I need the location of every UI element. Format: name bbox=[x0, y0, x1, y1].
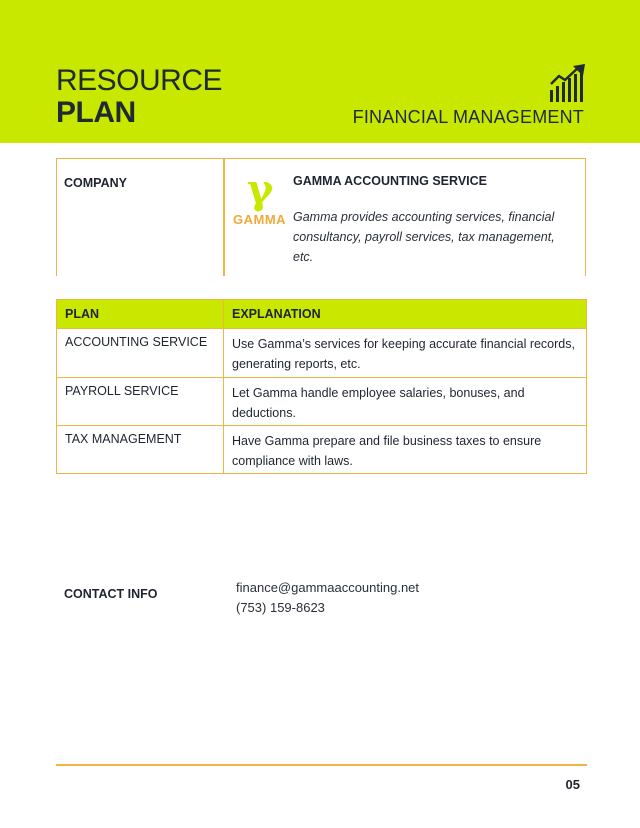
contact-email: finance@gammaaccounting.net bbox=[236, 580, 420, 595]
table-row bbox=[57, 329, 587, 378]
company-divider bbox=[223, 158, 225, 276]
page-title-line2: PLAN bbox=[56, 96, 136, 129]
plan-cell: ACCOUNTING SERVICE bbox=[57, 329, 224, 378]
page-title-line1: RESOURCE bbox=[56, 64, 223, 97]
company-logo bbox=[233, 166, 289, 232]
table-row bbox=[57, 378, 587, 426]
column-header-plan: PLAN bbox=[57, 300, 224, 329]
page-subtitle: FINANCIAL MANAGEMENT bbox=[352, 107, 584, 127]
plan-cell: PAYROLL SERVICE bbox=[57, 378, 224, 426]
company-label: COMPANY bbox=[64, 176, 127, 190]
company-name: GAMMA ACCOUNTING SERVICE bbox=[293, 174, 487, 188]
footer-divider bbox=[56, 764, 587, 766]
column-header-explanation: EXPLANATION bbox=[224, 300, 587, 329]
explanation-cell: Use Gamma’s services for keeping accurate financial records, generating reports, etc. bbox=[224, 329, 587, 378]
contact-phone: (753) 159-8623 bbox=[236, 600, 325, 615]
plan-cell: TAX MANAGEMENT bbox=[57, 426, 224, 474]
explanation-cell: Let Gamma handle employee salaries, bonuses, and deductions. bbox=[224, 378, 587, 426]
logo-text: GAMMA bbox=[233, 212, 287, 227]
logo-glyph: γ bbox=[247, 166, 274, 213]
bar-chart-growth-icon bbox=[549, 64, 587, 104]
contact-label: CONTACT INFO bbox=[64, 587, 158, 601]
table-row bbox=[57, 426, 587, 474]
explanation-cell: Have Gamma prepare and file business taxes to ensure compliance with laws. bbox=[224, 426, 587, 474]
plan-table bbox=[56, 299, 587, 474]
table-header-row bbox=[57, 300, 587, 329]
page-number: 05 bbox=[565, 777, 580, 792]
company-description: Gamma provides accounting services, financial consultancy, payroll services, tax management, etc. bbox=[293, 210, 555, 264]
